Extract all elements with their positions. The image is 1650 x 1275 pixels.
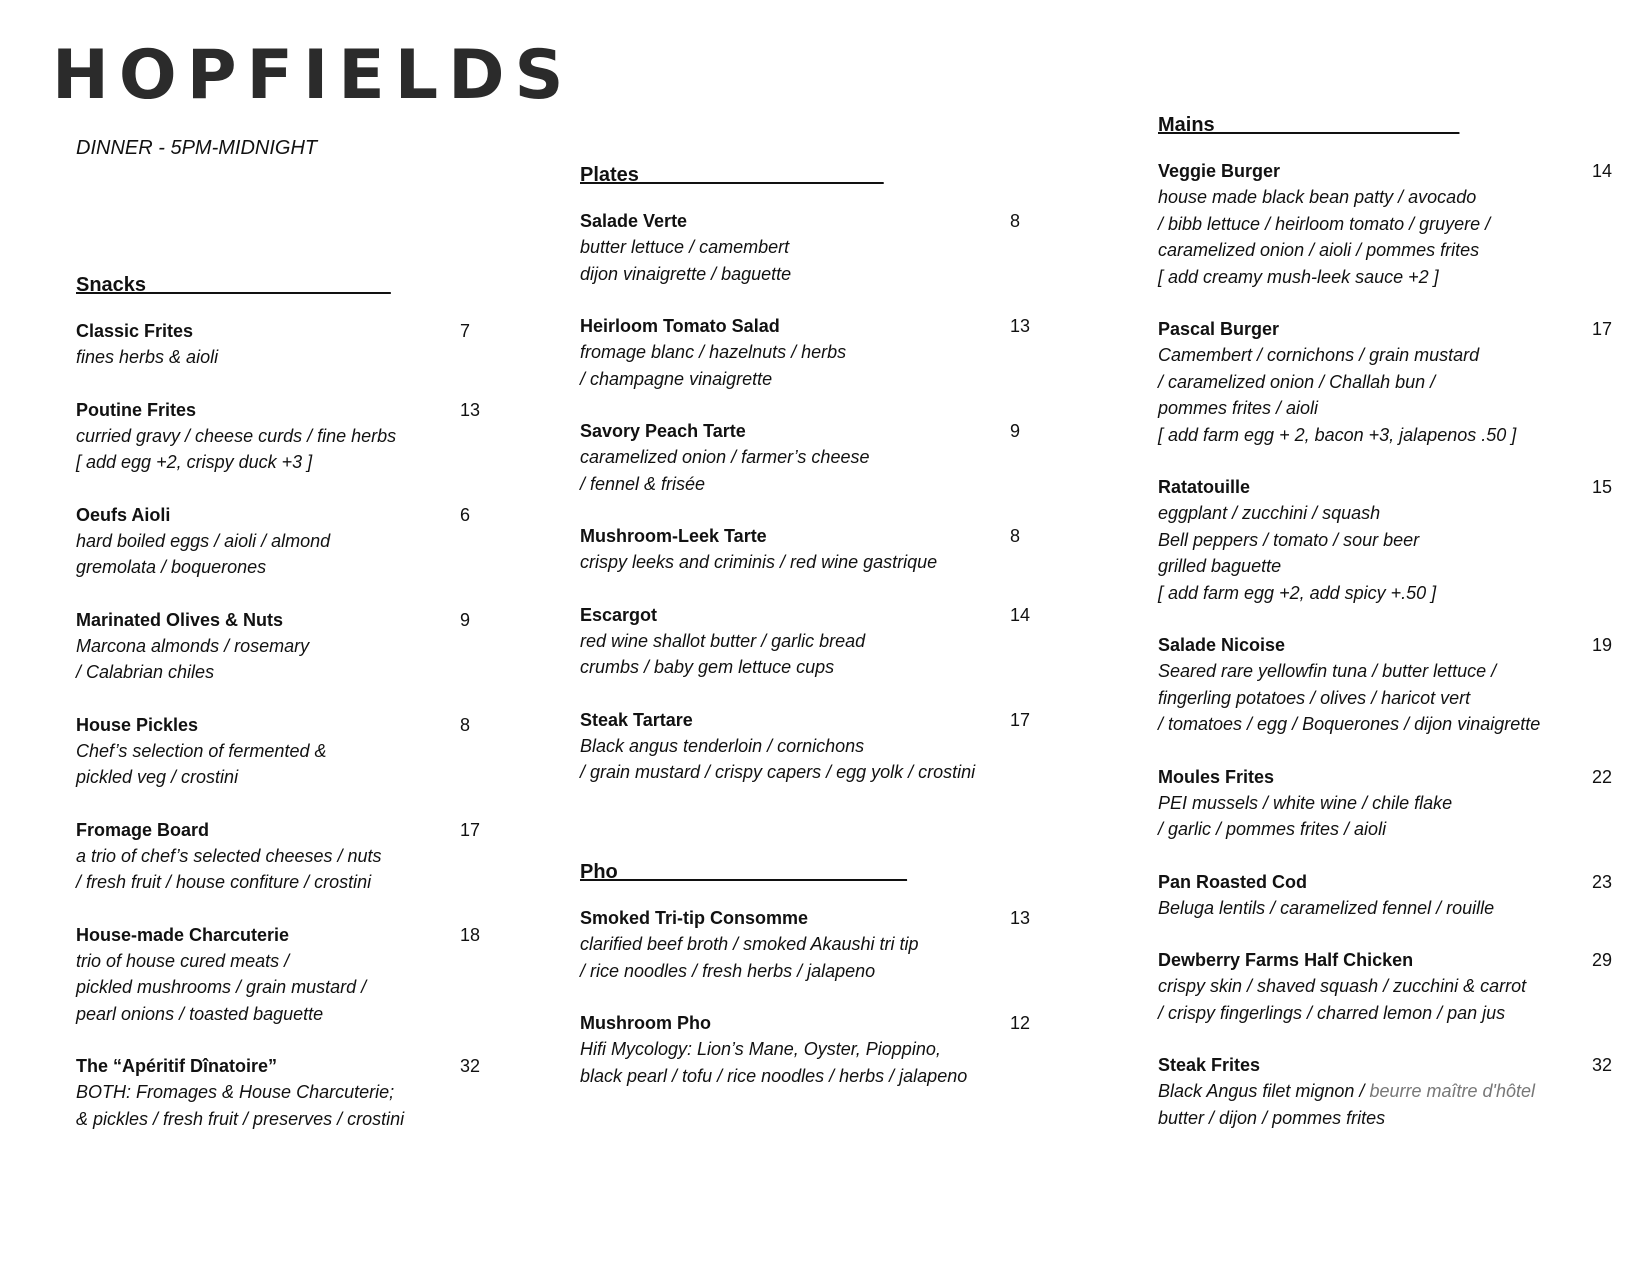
item-desc: BOTH: Fromages & House Charcuterie;	[76, 1082, 395, 1102]
item-desc	[1158, 1078, 1618, 1105]
item-desc: black pearl / tofu / rice noodles / herbs / jalapeno	[580, 1065, 968, 1086]
item-desc: a trio of chef’s selected cheeses / nuts	[76, 845, 382, 866]
item-desc: pearl onions / toasted baguette	[76, 1003, 324, 1024]
item-price: 19	[1592, 635, 1613, 655]
item-name: The “Apéritif Dînatoire”	[76, 1056, 278, 1076]
item-price: 14	[1592, 161, 1613, 181]
item-price: 8	[1010, 211, 1021, 231]
item-desc: Marcona almonds / rosemary	[76, 635, 310, 656]
item-desc: butter / dijon / pommes frites	[1158, 1107, 1386, 1128]
item-name: Dewberry Farms Half Chicken	[1158, 950, 1414, 970]
item-desc: Beluga lentils / caramelized fennel / rouille	[1158, 897, 1495, 918]
item-desc: PEI mussels / white wine / chile flake	[1158, 792, 1453, 813]
item-desc: / garlic / pommes frites / aioli	[1158, 819, 1387, 839]
item-desc: [ add creamy mush-leek sauce +2 ]	[1158, 266, 1439, 287]
item-desc: / tomatoes / egg / Boquerones / dijon vinaigrette	[1158, 714, 1541, 734]
item-price: 9	[1010, 421, 1021, 441]
item-desc: fines herbs & aioli	[76, 347, 219, 367]
menu-item	[580, 208, 1040, 287]
item-desc: / champagne vinaigrette	[580, 368, 773, 389]
item-price: 32	[460, 1056, 481, 1076]
menu-hours: DINNER - 5PM-MIDNIGHT	[76, 137, 318, 159]
item-desc: / bibb lettuce / heirloom tomato / gruyere /	[1158, 213, 1491, 234]
menu-item	[1158, 764, 1618, 843]
item-desc: crispy leeks and criminis / red wine gastrique	[580, 552, 938, 572]
item-price: 12	[1010, 1013, 1031, 1033]
item-name: Veggie Burger	[1158, 161, 1281, 181]
item-desc: crumbs / baby gem lettuce cups	[580, 657, 835, 677]
item-desc: / rice noodles / fresh herbs / jalapeno	[580, 960, 876, 981]
item-desc-part-gray: beurre maître d'hôtel	[1369, 1081, 1535, 1101]
item-name: Pan Roasted Cod	[1158, 871, 1308, 892]
item-desc: Black angus tenderloin / cornichons	[580, 735, 865, 756]
item-desc: / Calabrian chiles	[76, 662, 215, 682]
item-desc: / grain mustard / crispy capers / egg yolk / crostini	[580, 762, 976, 782]
item-desc: clarified beef broth / smoked Akaushi tri tip	[580, 934, 919, 954]
item-name: Ratatouille	[1158, 477, 1251, 497]
menu-item	[580, 905, 1040, 984]
item-name: Oeufs Aioli	[76, 504, 171, 525]
menu-item	[76, 922, 486, 1028]
item-name: House-made Charcuterie	[76, 924, 290, 945]
menu-item	[580, 602, 1040, 681]
item-desc: dijon vinaigrette / baguette	[580, 263, 792, 284]
item-desc: crispy skin / shaved squash / zucchini & carrot	[1158, 976, 1527, 996]
menu-item	[580, 418, 1040, 497]
menu-item	[1158, 947, 1618, 1026]
item-price: 14	[1010, 604, 1031, 625]
item-name: Mushroom Pho	[580, 1013, 711, 1033]
menu-item	[580, 1010, 1040, 1089]
item-price: 22	[1592, 766, 1613, 787]
item-desc: / caramelized onion / Challah bun /	[1158, 371, 1436, 392]
item-price: 8	[460, 714, 471, 735]
item-desc: pickled mushrooms / grain mustard /	[76, 977, 367, 997]
item-desc: Camembert / cornichons / grain mustard	[1158, 345, 1480, 365]
snacks-section	[76, 272, 486, 1158]
item-name: Marinated Olives & Nuts	[76, 609, 284, 630]
item-desc: caramelized onion / farmer’s cheese	[580, 447, 870, 467]
item-price: 13	[460, 399, 481, 420]
item-name: Pascal Burger	[1158, 319, 1280, 339]
item-name: Heirloom Tomato Salad	[580, 316, 780, 336]
item-price: 23	[1592, 871, 1613, 892]
item-name: Escargot	[580, 604, 658, 625]
item-price: 13	[1010, 316, 1031, 336]
item-price: 6	[460, 504, 471, 525]
item-desc: [ add farm egg +2, add spicy +.50 ]	[1158, 582, 1437, 603]
item-price: 13	[1010, 908, 1031, 928]
menu-item	[76, 817, 486, 896]
section-title-mains: Mains______________________	[1158, 114, 1460, 136]
item-name: Fromage Board	[76, 819, 210, 840]
item-name: Salade Nicoise	[1158, 635, 1286, 655]
menu-item	[76, 502, 486, 581]
item-name: Salade Verte	[580, 211, 688, 231]
menu-item	[580, 707, 1040, 786]
menu-item	[76, 712, 486, 791]
menu-item	[76, 397, 486, 476]
item-name: Smoked Tri-tip Consomme	[580, 908, 809, 928]
item-desc: Hifi Mycology: Lion’s Mane, Oyster, Pioppino,	[580, 1039, 941, 1059]
item-desc: Bell peppers / tomato / sour beer	[1158, 529, 1420, 550]
item-desc: / fresh fruit / house confiture / crostini	[76, 872, 372, 892]
mains-section	[1158, 112, 1618, 1157]
item-desc: butter lettuce / camembert	[580, 237, 790, 257]
item-desc: Seared rare yellowfin tuna / butter lettuce /	[1158, 661, 1497, 681]
item-desc: [ add egg +2, crispy duck +3 ]	[76, 452, 313, 472]
item-desc: hard boiled eggs / aioli / almond	[76, 530, 331, 551]
section-title-plates: Plates______________________	[580, 164, 884, 186]
item-desc-part: Black Angus filet mignon /	[1158, 1081, 1370, 1101]
item-desc: / crispy fingerlings / charred lemon / pan jus	[1158, 1002, 1506, 1023]
item-price: 18	[460, 924, 481, 945]
menu-item	[1158, 1052, 1618, 1131]
restaurant-logo: HOPFIELDS	[52, 36, 574, 115]
plates-section	[580, 162, 1040, 812]
item-price: 17	[460, 819, 481, 840]
item-name: Poutine Frites	[76, 399, 197, 420]
menu-item	[1158, 869, 1618, 922]
item-desc: trio of house cured meats /	[76, 950, 290, 971]
item-desc: fromage blanc / hazelnuts / herbs	[580, 342, 847, 362]
item-desc: fingerling potatoes / olives / haricot vert	[1158, 687, 1471, 708]
item-price: 9	[460, 609, 471, 630]
item-price: 15	[1592, 477, 1613, 497]
item-name: Steak Frites	[1158, 1055, 1261, 1075]
item-desc: [ add farm egg + 2, bacon +3, jalapenos .50 ]	[1158, 424, 1517, 445]
item-desc: gremolata / boquerones	[76, 557, 267, 577]
menu-item	[1158, 158, 1618, 290]
item-desc: eggplant / zucchini / squash	[1158, 503, 1381, 523]
item-desc: curried gravy / cheese curds / fine herbs	[76, 425, 397, 446]
item-name: House Pickles	[76, 714, 199, 735]
item-name: Steak Tartare	[580, 709, 693, 730]
item-desc: / fennel & frisée	[580, 473, 706, 494]
item-desc: pickled veg / crostini	[76, 767, 239, 787]
menu-item	[580, 523, 1040, 576]
item-price: 17	[1592, 319, 1613, 339]
menu-item	[580, 313, 1040, 392]
section-title-pho: Pho__________________________	[580, 861, 907, 883]
item-desc: caramelized onion / aioli / pommes frites	[1158, 240, 1480, 260]
menu-item	[1158, 316, 1618, 448]
item-desc: house made black bean patty / avocado	[1158, 187, 1477, 207]
menu-item	[76, 607, 486, 686]
menu-item	[1158, 474, 1618, 606]
menu-item	[76, 1053, 486, 1132]
item-desc: red wine shallot butter / garlic bread	[580, 630, 866, 651]
item-price: 8	[1010, 526, 1021, 546]
item-price: 32	[1592, 1055, 1613, 1075]
item-desc: grilled baguette	[1158, 556, 1282, 576]
menu-item	[1158, 632, 1618, 738]
item-name: Mushroom-Leek Tarte	[580, 526, 767, 546]
item-price: 17	[1010, 709, 1031, 730]
pho-section	[580, 859, 1040, 1115]
menu-item	[76, 318, 486, 371]
item-desc: pommes frites / aioli	[1158, 398, 1319, 418]
item-name: Moules Frites	[1158, 766, 1275, 787]
item-name: Classic Frites	[76, 321, 194, 341]
item-desc: Chef’s selection of fermented &	[76, 740, 327, 761]
item-price: 29	[1592, 950, 1613, 970]
item-price: 7	[460, 321, 471, 341]
section-title-snacks: Snacks______________________	[76, 274, 391, 296]
item-desc: & pickles / fresh fruit / preserves / crostini	[76, 1108, 405, 1129]
item-name: Savory Peach Tarte	[580, 421, 746, 441]
